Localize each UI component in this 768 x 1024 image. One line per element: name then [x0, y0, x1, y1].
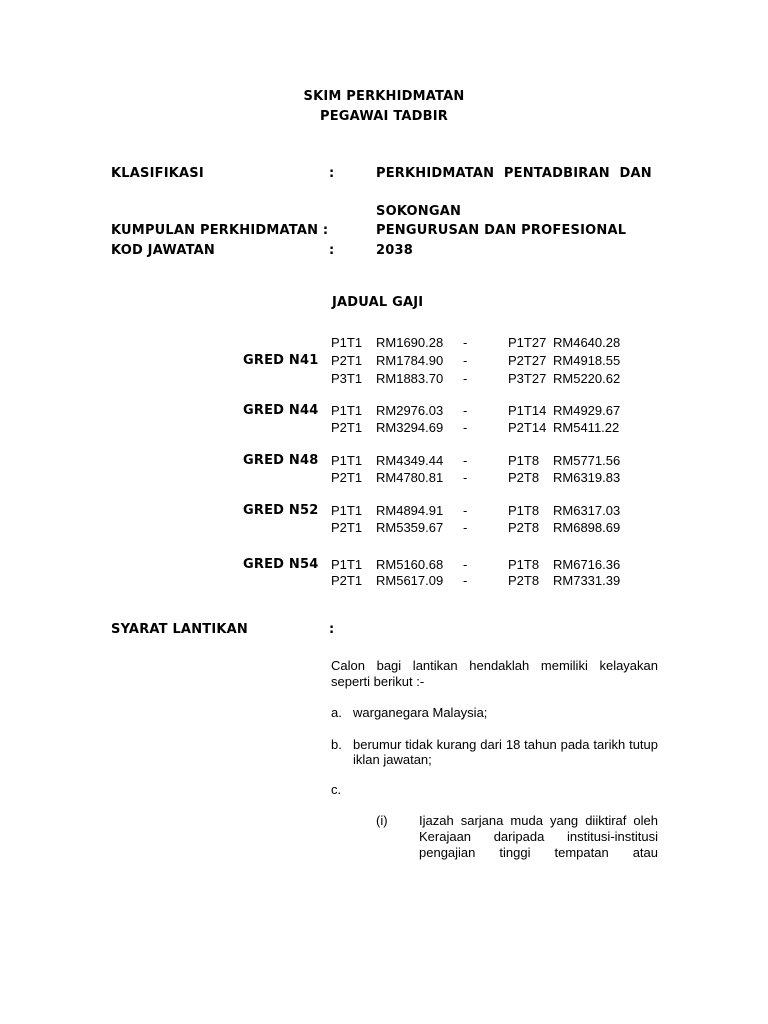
from-amount: RM4349.44 — [376, 453, 444, 468]
grade-label: GRED N48 — [243, 453, 319, 468]
range-dash: - — [463, 470, 468, 485]
grade-label: GRED N41 — [243, 353, 319, 368]
from-amount: RM4894.91 — [376, 503, 444, 518]
to-amount: RM7331.39 — [553, 573, 621, 588]
to-code: P1T8 — [508, 453, 540, 468]
range-dash: - — [463, 573, 468, 588]
kumpulan-value: PENGURUSAN DAN PROFESIONAL — [376, 223, 627, 238]
from-code: P2T1 — [331, 520, 363, 535]
from-amount: RM2976.03 — [376, 403, 444, 418]
from-code: P1T1 — [331, 557, 363, 572]
range-dash: - — [463, 453, 468, 468]
from-code: P2T1 — [331, 470, 363, 485]
from-amount: RM1883.70 — [376, 371, 444, 386]
doc-title-line1: SKIM PERKHIDMATAN — [303, 89, 465, 104]
from-code: P2T1 — [331, 353, 363, 368]
klasifikasi-colon: : — [329, 166, 335, 181]
from-code: P1T1 — [331, 503, 363, 518]
syarat-colon: : — [329, 622, 335, 637]
to-code: P1T8 — [508, 503, 540, 518]
range-dash: - — [463, 371, 468, 386]
to-amount: RM6716.36 — [553, 557, 621, 572]
list-marker: c. — [331, 782, 342, 797]
sub-item-line3: pengajian tinggi tempatan atau — [419, 845, 658, 860]
to-amount: RM6317.03 — [553, 503, 621, 518]
range-dash: - — [463, 353, 468, 368]
list-marker: b. — [331, 737, 342, 752]
from-amount: RM3294.69 — [376, 420, 444, 435]
from-amount: RM5160.68 — [376, 557, 444, 572]
to-amount: RM6898.69 — [553, 520, 621, 535]
to-code: P2T8 — [508, 520, 540, 535]
from-code: P2T1 — [331, 573, 363, 588]
to-amount: RM4640.28 — [553, 335, 621, 350]
to-code: P1T8 — [508, 557, 540, 572]
to-code: P2T14 — [508, 420, 547, 435]
grade-label: GRED N44 — [243, 403, 319, 418]
to-code: P2T27 — [508, 353, 547, 368]
range-dash: - — [463, 335, 468, 350]
to-amount: RM5220.62 — [553, 371, 621, 386]
range-dash: - — [463, 420, 468, 435]
syarat-intro: Calon bagi lantikan hendaklah memiliki kelayakan seperti berikut :- — [331, 658, 658, 689]
from-code: P2T1 — [331, 420, 363, 435]
to-code: P2T8 — [508, 573, 540, 588]
salary-table-title: JADUAL GAJI — [332, 295, 424, 310]
grade-label: GRED N52 — [243, 503, 319, 518]
syarat-label: SYARAT LANTIKAN — [111, 622, 248, 637]
kod-jawatan-colon: : — [329, 243, 335, 258]
list-item-text: warganegara Malaysia; — [353, 705, 488, 720]
kod-jawatan-value: 2038 — [376, 243, 413, 258]
sub-item-line1: Ijazah sarjana muda yang diiktiraf oleh — [419, 813, 658, 828]
sub-item-line2: Kerajaan daripada institusi-institusi — [419, 829, 658, 844]
list-item-text: berumur tidak kurang dari 18 tahun pada tarikh tutup iklan jawatan; — [353, 737, 658, 767]
sub-item-marker: (i) — [376, 813, 388, 828]
to-code: P1T14 — [508, 403, 547, 418]
from-amount: RM5617.09 — [376, 573, 444, 588]
range-dash: - — [463, 403, 468, 418]
to-amount: RM4918.55 — [553, 353, 621, 368]
to-amount: RM5411.22 — [553, 420, 620, 435]
range-dash: - — [463, 520, 468, 535]
from-code: P1T1 — [331, 335, 363, 350]
range-dash: - — [463, 557, 468, 572]
to-amount: RM6319.83 — [553, 470, 621, 485]
klasifikasi-label: KLASIFIKASI — [111, 166, 204, 181]
grade-label: GRED N54 — [243, 557, 319, 572]
range-dash: - — [463, 503, 468, 518]
to-code: P2T8 — [508, 470, 540, 485]
klasifikasi-value-line1: PERKHIDMATAN PENTADBIRAN DAN — [376, 166, 652, 181]
from-amount: RM5359.67 — [376, 520, 444, 535]
kumpulan-label: KUMPULAN PERKHIDMATAN : — [111, 223, 329, 238]
from-amount: RM1690.28 — [376, 335, 444, 350]
to-amount: RM5771.56 — [553, 453, 621, 468]
to-code: P1T27 — [508, 335, 547, 350]
doc-title-line2: PEGAWAI TADBIR — [319, 109, 448, 124]
from-code: P1T1 — [331, 403, 363, 418]
to-code: P3T27 — [508, 371, 547, 386]
from-code: P1T1 — [331, 453, 363, 468]
kod-jawatan-label: KOD JAWATAN — [111, 243, 215, 258]
from-code: P3T1 — [331, 371, 363, 386]
to-amount: RM4929.67 — [553, 403, 621, 418]
from-amount: RM4780.81 — [376, 470, 444, 485]
from-amount: RM1784.90 — [376, 353, 444, 368]
klasifikasi-value-line2: SOKONGAN — [376, 204, 462, 219]
list-marker: a. — [331, 705, 342, 720]
